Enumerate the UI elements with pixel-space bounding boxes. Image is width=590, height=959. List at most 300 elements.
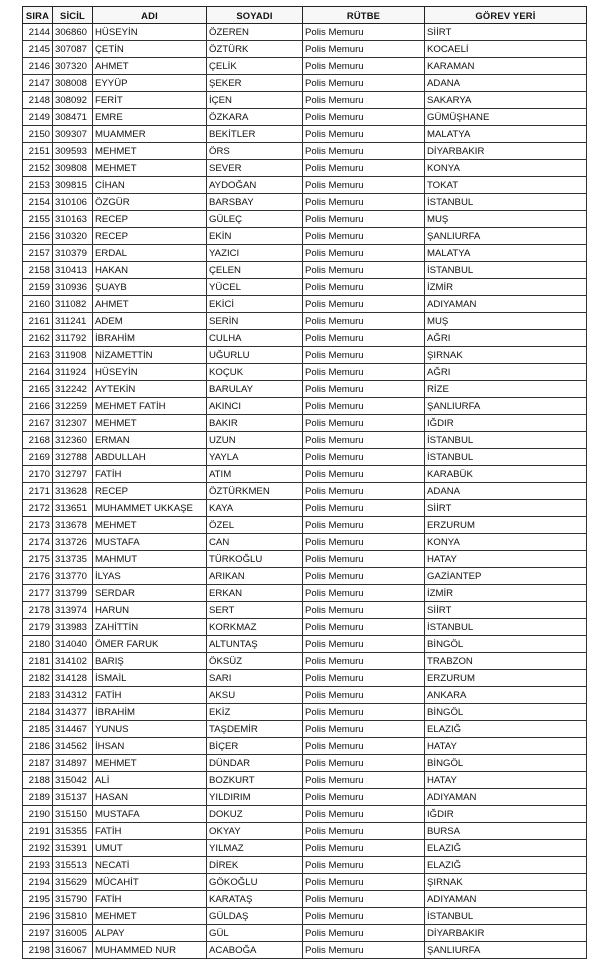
cell-rutbe: Polis Memuru <box>303 262 425 279</box>
cell-sicil: 314102 <box>53 653 93 670</box>
cell-sira: 2192 <box>23 840 53 857</box>
cell-sira: 2183 <box>23 687 53 704</box>
cell-sicil: 313983 <box>53 619 93 636</box>
cell-sira: 2187 <box>23 755 53 772</box>
table-row <box>23 925 587 942</box>
cell-soyadi: ÇELİK <box>207 58 303 75</box>
cell-gorev-yeri: BİNGÖL <box>425 704 587 721</box>
column-header-adi: ADI <box>93 7 207 24</box>
cell-rutbe: Polis Memuru <box>303 398 425 415</box>
cell-gorev-yeri: BİNGÖL <box>425 636 587 653</box>
cell-gorev-yeri: HATAY <box>425 772 587 789</box>
cell-rutbe: Polis Memuru <box>303 602 425 619</box>
cell-adi: ERMAN <box>93 432 207 449</box>
cell-adi: İSMAİL <box>93 670 207 687</box>
cell-soyadi: ERKAN <box>207 585 303 602</box>
cell-rutbe: Polis Memuru <box>303 364 425 381</box>
header-row <box>23 7 587 24</box>
table-row <box>23 755 587 772</box>
cell-adi: MAHMUT <box>93 551 207 568</box>
cell-gorev-yeri: İZMİR <box>425 585 587 602</box>
cell-sicil: 310379 <box>53 245 93 262</box>
cell-sira: 2148 <box>23 92 53 109</box>
cell-soyadi: UĞURLU <box>207 347 303 364</box>
cell-rutbe: Polis Memuru <box>303 585 425 602</box>
cell-soyadi: CAN <box>207 534 303 551</box>
cell-sicil: 313735 <box>53 551 93 568</box>
cell-gorev-yeri: ŞANLIURFA <box>425 398 587 415</box>
cell-soyadi: KORKMAZ <box>207 619 303 636</box>
cell-sicil: 309808 <box>53 160 93 177</box>
cell-adi: RECEP <box>93 211 207 228</box>
cell-gorev-yeri: ERZURUM <box>425 670 587 687</box>
table-row <box>23 653 587 670</box>
cell-sira: 2170 <box>23 466 53 483</box>
cell-soyadi: EKİN <box>207 228 303 245</box>
cell-gorev-yeri: KARABÜK <box>425 466 587 483</box>
cell-sicil: 312797 <box>53 466 93 483</box>
cell-sicil: 308092 <box>53 92 93 109</box>
table-body <box>23 24 587 959</box>
cell-rutbe: Polis Memuru <box>303 211 425 228</box>
cell-soyadi: AKINCI <box>207 398 303 415</box>
cell-soyadi: GÖKOĞLU <box>207 874 303 891</box>
table-row <box>23 41 587 58</box>
cell-sicil: 311792 <box>53 330 93 347</box>
cell-gorev-yeri: ŞANLIURFA <box>425 228 587 245</box>
cell-soyadi: KOÇUK <box>207 364 303 381</box>
cell-sira: 2179 <box>23 619 53 636</box>
table-row <box>23 296 587 313</box>
cell-sicil: 316005 <box>53 925 93 942</box>
cell-adi: AHMET <box>93 296 207 313</box>
table-row <box>23 636 587 653</box>
cell-gorev-yeri: ELAZIĞ <box>425 857 587 874</box>
cell-sicil: 311241 <box>53 313 93 330</box>
cell-sicil: 307320 <box>53 58 93 75</box>
cell-rutbe: Polis Memuru <box>303 381 425 398</box>
cell-sicil: 315355 <box>53 823 93 840</box>
cell-gorev-yeri: MALATYA <box>425 245 587 262</box>
cell-soyadi: EKİCİ <box>207 296 303 313</box>
table-row <box>23 721 587 738</box>
cell-gorev-yeri: ADIYAMAN <box>425 789 587 806</box>
table-row <box>23 177 587 194</box>
cell-sira: 2160 <box>23 296 53 313</box>
column-header-sicil: SİCİL <box>53 7 93 24</box>
cell-soyadi: ÖZEL <box>207 517 303 534</box>
cell-gorev-yeri: İSTANBUL <box>425 619 587 636</box>
table-row <box>23 789 587 806</box>
cell-rutbe: Polis Memuru <box>303 568 425 585</box>
cell-gorev-yeri: DİYARBAKIR <box>425 143 587 160</box>
cell-adi: EYYÜP <box>93 75 207 92</box>
cell-soyadi: BARSBAY <box>207 194 303 211</box>
cell-rutbe: Polis Memuru <box>303 313 425 330</box>
cell-sira: 2182 <box>23 670 53 687</box>
cell-rutbe: Polis Memuru <box>303 551 425 568</box>
cell-soyadi: TÜRKOĞLU <box>207 551 303 568</box>
table-row <box>23 687 587 704</box>
cell-sicil: 313678 <box>53 517 93 534</box>
cell-soyadi: KAYA <box>207 500 303 517</box>
cell-gorev-yeri: AĞRI <box>425 330 587 347</box>
cell-sira: 2144 <box>23 24 53 41</box>
cell-sicil: 312360 <box>53 432 93 449</box>
cell-soyadi: GÜLEÇ <box>207 211 303 228</box>
cell-gorev-yeri: KARAMAN <box>425 58 587 75</box>
cell-rutbe: Polis Memuru <box>303 857 425 874</box>
cell-gorev-yeri: MALATYA <box>425 126 587 143</box>
table-row <box>23 262 587 279</box>
table-row <box>23 840 587 857</box>
table-row <box>23 364 587 381</box>
cell-gorev-yeri: ŞIRNAK <box>425 874 587 891</box>
column-header-sira: SIRA <box>23 7 53 24</box>
cell-sira: 2177 <box>23 585 53 602</box>
cell-adi: MEHMET <box>93 415 207 432</box>
cell-sira: 2145 <box>23 41 53 58</box>
cell-gorev-yeri: ADANA <box>425 483 587 500</box>
cell-sicil: 311082 <box>53 296 93 313</box>
cell-rutbe: Polis Memuru <box>303 738 425 755</box>
cell-gorev-yeri: ADIYAMAN <box>425 296 587 313</box>
cell-soyadi: DİREK <box>207 857 303 874</box>
cell-sira: 2151 <box>23 143 53 160</box>
cell-rutbe: Polis Memuru <box>303 840 425 857</box>
cell-soyadi: YÜCEL <box>207 279 303 296</box>
cell-sira: 2155 <box>23 211 53 228</box>
cell-rutbe: Polis Memuru <box>303 891 425 908</box>
table-row <box>23 347 587 364</box>
cell-rutbe: Polis Memuru <box>303 466 425 483</box>
cell-rutbe: Polis Memuru <box>303 160 425 177</box>
cell-sicil: 314040 <box>53 636 93 653</box>
cell-sira: 2163 <box>23 347 53 364</box>
cell-rutbe: Polis Memuru <box>303 126 425 143</box>
cell-gorev-yeri: MUŞ <box>425 313 587 330</box>
cell-sira: 2150 <box>23 126 53 143</box>
cell-sira: 2164 <box>23 364 53 381</box>
table-row <box>23 534 587 551</box>
table-row <box>23 194 587 211</box>
cell-rutbe: Polis Memuru <box>303 41 425 58</box>
cell-sicil: 306860 <box>53 24 93 41</box>
cell-soyadi: ATIM <box>207 466 303 483</box>
table-row <box>23 704 587 721</box>
cell-sicil: 308008 <box>53 75 93 92</box>
cell-sicil: 309815 <box>53 177 93 194</box>
cell-adi: MEHMET <box>93 143 207 160</box>
cell-adi: FERİT <box>93 92 207 109</box>
cell-adi: İHSAN <box>93 738 207 755</box>
cell-rutbe: Polis Memuru <box>303 347 425 364</box>
cell-gorev-yeri: KONYA <box>425 534 587 551</box>
table-row <box>23 398 587 415</box>
cell-sicil: 309593 <box>53 143 93 160</box>
cell-sira: 2175 <box>23 551 53 568</box>
cell-sicil: 310413 <box>53 262 93 279</box>
cell-rutbe: Polis Memuru <box>303 874 425 891</box>
table-row <box>23 432 587 449</box>
cell-soyadi: TAŞDEMİR <box>207 721 303 738</box>
cell-soyadi: SARI <box>207 670 303 687</box>
cell-adi: MUSTAFA <box>93 534 207 551</box>
cell-soyadi: KARATAŞ <box>207 891 303 908</box>
cell-soyadi: ALTUNTAŞ <box>207 636 303 653</box>
cell-adi: ÖMER FARUK <box>93 636 207 653</box>
table-row <box>23 874 587 891</box>
cell-adi: MEHMET <box>93 160 207 177</box>
table-row <box>23 211 587 228</box>
cell-soyadi: YAZICI <box>207 245 303 262</box>
personnel-table <box>22 6 587 959</box>
cell-sira: 2158 <box>23 262 53 279</box>
cell-adi: AYTEKİN <box>93 381 207 398</box>
cell-sira: 2176 <box>23 568 53 585</box>
cell-sira: 2169 <box>23 449 53 466</box>
cell-adi: FATİH <box>93 823 207 840</box>
cell-sicil: 315790 <box>53 891 93 908</box>
table-row <box>23 891 587 908</box>
cell-rutbe: Polis Memuru <box>303 772 425 789</box>
table-row <box>23 738 587 755</box>
column-header-soyadi: SOYADI <box>207 7 303 24</box>
cell-sicil: 310320 <box>53 228 93 245</box>
cell-rutbe: Polis Memuru <box>303 143 425 160</box>
cell-gorev-yeri: İZMİR <box>425 279 587 296</box>
table-row <box>23 517 587 534</box>
cell-rutbe: Polis Memuru <box>303 24 425 41</box>
cell-adi: ZAHİTTİN <box>93 619 207 636</box>
cell-sicil: 316067 <box>53 942 93 959</box>
cell-sicil: 315042 <box>53 772 93 789</box>
cell-adi: NİZAMETTİN <box>93 347 207 364</box>
cell-sira: 2162 <box>23 330 53 347</box>
cell-sicil: 315513 <box>53 857 93 874</box>
cell-adi: HARUN <box>93 602 207 619</box>
cell-rutbe: Polis Memuru <box>303 279 425 296</box>
cell-gorev-yeri: ELAZIĞ <box>425 721 587 738</box>
cell-gorev-yeri: İSTANBUL <box>425 432 587 449</box>
cell-soyadi: BİÇER <box>207 738 303 755</box>
cell-adi: ERDAL <box>93 245 207 262</box>
cell-rutbe: Polis Memuru <box>303 58 425 75</box>
table-row <box>23 806 587 823</box>
cell-sicil: 314312 <box>53 687 93 704</box>
cell-sicil: 313770 <box>53 568 93 585</box>
cell-soyadi: ÇELEN <box>207 262 303 279</box>
table-row <box>23 823 587 840</box>
cell-sicil: 310936 <box>53 279 93 296</box>
cell-sira: 2147 <box>23 75 53 92</box>
cell-rutbe: Polis Memuru <box>303 109 425 126</box>
cell-rutbe: Polis Memuru <box>303 449 425 466</box>
cell-gorev-yeri: IĞDIR <box>425 415 587 432</box>
table-row <box>23 313 587 330</box>
cell-sira: 2185 <box>23 721 53 738</box>
table-row <box>23 551 587 568</box>
cell-rutbe: Polis Memuru <box>303 75 425 92</box>
cell-sira: 2166 <box>23 398 53 415</box>
cell-sicil: 310106 <box>53 194 93 211</box>
cell-sira: 2149 <box>23 109 53 126</box>
cell-sicil: 313799 <box>53 585 93 602</box>
table-row <box>23 449 587 466</box>
cell-sira: 2156 <box>23 228 53 245</box>
cell-sicil: 315150 <box>53 806 93 823</box>
cell-sira: 2197 <box>23 925 53 942</box>
cell-gorev-yeri: BURSA <box>425 823 587 840</box>
cell-rutbe: Polis Memuru <box>303 483 425 500</box>
cell-adi: FATİH <box>93 687 207 704</box>
table-row <box>23 58 587 75</box>
cell-soyadi: ACABOĞA <box>207 942 303 959</box>
cell-gorev-yeri: SAKARYA <box>425 92 587 109</box>
cell-soyadi: ÖZTÜRK <box>207 41 303 58</box>
cell-rutbe: Polis Memuru <box>303 670 425 687</box>
cell-gorev-yeri: AĞRI <box>425 364 587 381</box>
cell-gorev-yeri: ADANA <box>425 75 587 92</box>
cell-sicil: 315391 <box>53 840 93 857</box>
cell-sira: 2171 <box>23 483 53 500</box>
cell-soyadi: ÖZKARA <box>207 109 303 126</box>
cell-rutbe: Polis Memuru <box>303 908 425 925</box>
cell-sira: 2172 <box>23 500 53 517</box>
table-row <box>23 415 587 432</box>
cell-adi: İLYAS <box>93 568 207 585</box>
table-row <box>23 585 587 602</box>
cell-gorev-yeri: SİİRT <box>425 602 587 619</box>
cell-sira: 2173 <box>23 517 53 534</box>
cell-adi: SERDAR <box>93 585 207 602</box>
cell-gorev-yeri: ŞIRNAK <box>425 347 587 364</box>
cell-soyadi: YILMAZ <box>207 840 303 857</box>
cell-rutbe: Polis Memuru <box>303 432 425 449</box>
cell-soyadi: OKYAY <box>207 823 303 840</box>
cell-rutbe: Polis Memuru <box>303 687 425 704</box>
cell-sira: 2198 <box>23 942 53 959</box>
table-row <box>23 381 587 398</box>
cell-gorev-yeri: ŞANLIURFA <box>425 942 587 959</box>
cell-soyadi: SEVER <box>207 160 303 177</box>
column-header-gorev-yeri: GÖREV YERİ <box>425 7 587 24</box>
cell-rutbe: Polis Memuru <box>303 415 425 432</box>
cell-adi: ALİ <box>93 772 207 789</box>
cell-sicil: 312259 <box>53 398 93 415</box>
cell-gorev-yeri: BİNGÖL <box>425 755 587 772</box>
cell-sicil: 312242 <box>53 381 93 398</box>
cell-sira: 2157 <box>23 245 53 262</box>
cell-rutbe: Polis Memuru <box>303 704 425 721</box>
cell-gorev-yeri: MUŞ <box>425 211 587 228</box>
cell-rutbe: Polis Memuru <box>303 245 425 262</box>
cell-gorev-yeri: İSTANBUL <box>425 449 587 466</box>
cell-gorev-yeri: İSTANBUL <box>425 908 587 925</box>
cell-sicil: 312307 <box>53 415 93 432</box>
cell-rutbe: Polis Memuru <box>303 755 425 772</box>
cell-rutbe: Polis Memuru <box>303 925 425 942</box>
cell-gorev-yeri: RİZE <box>425 381 587 398</box>
cell-adi: EMRE <box>93 109 207 126</box>
cell-soyadi: YAYLA <box>207 449 303 466</box>
table-row <box>23 670 587 687</box>
cell-rutbe: Polis Memuru <box>303 177 425 194</box>
cell-adi: RECEP <box>93 228 207 245</box>
cell-rutbe: Polis Memuru <box>303 228 425 245</box>
cell-adi: MUAMMER <box>93 126 207 143</box>
table-row <box>23 619 587 636</box>
table-row <box>23 160 587 177</box>
cell-sira: 2153 <box>23 177 53 194</box>
cell-soyadi: EKİZ <box>207 704 303 721</box>
cell-rutbe: Polis Memuru <box>303 636 425 653</box>
cell-sira: 2180 <box>23 636 53 653</box>
cell-rutbe: Polis Memuru <box>303 721 425 738</box>
column-header-rutbe: RÜTBE <box>303 7 425 24</box>
cell-sicil: 313726 <box>53 534 93 551</box>
cell-sicil: 310163 <box>53 211 93 228</box>
cell-adi: ÖZGÜR <box>93 194 207 211</box>
table-row <box>23 92 587 109</box>
cell-sira: 2181 <box>23 653 53 670</box>
table-row <box>23 908 587 925</box>
cell-sira: 2189 <box>23 789 53 806</box>
cell-soyadi: SERİN <box>207 313 303 330</box>
cell-sira: 2194 <box>23 874 53 891</box>
cell-sicil: 314128 <box>53 670 93 687</box>
cell-rutbe: Polis Memuru <box>303 534 425 551</box>
table-row <box>23 330 587 347</box>
table-row <box>23 228 587 245</box>
cell-soyadi: UZUN <box>207 432 303 449</box>
cell-adi: NECATİ <box>93 857 207 874</box>
cell-soyadi: ARIKAN <box>207 568 303 585</box>
cell-sicil: 313974 <box>53 602 93 619</box>
cell-soyadi: CULHA <box>207 330 303 347</box>
cell-rutbe: Polis Memuru <box>303 500 425 517</box>
cell-sicil: 312788 <box>53 449 93 466</box>
cell-adi: FATİH <box>93 466 207 483</box>
cell-gorev-yeri: IĞDIR <box>425 806 587 823</box>
table-row <box>23 75 587 92</box>
cell-soyadi: YILDIRIM <box>207 789 303 806</box>
cell-adi: HÜSEYİN <box>93 24 207 41</box>
cell-sicil: 315810 <box>53 908 93 925</box>
cell-adi: MÜCAHİT <box>93 874 207 891</box>
cell-soyadi: BAKIR <box>207 415 303 432</box>
table-row <box>23 143 587 160</box>
cell-adi: MEHMET <box>93 908 207 925</box>
cell-sira: 2190 <box>23 806 53 823</box>
cell-soyadi: ÖZTÜRKMEN <box>207 483 303 500</box>
cell-rutbe: Polis Memuru <box>303 92 425 109</box>
cell-gorev-yeri: DİYARBAKIR <box>425 925 587 942</box>
cell-gorev-yeri: ADIYAMAN <box>425 891 587 908</box>
cell-sira: 2146 <box>23 58 53 75</box>
cell-rutbe: Polis Memuru <box>303 194 425 211</box>
table-row <box>23 772 587 789</box>
cell-soyadi: İÇEN <box>207 92 303 109</box>
cell-soyadi: BEKİTLER <box>207 126 303 143</box>
cell-sicil: 314377 <box>53 704 93 721</box>
cell-soyadi: BOZKURT <box>207 772 303 789</box>
cell-adi: İBRAHİM <box>93 330 207 347</box>
table-header <box>23 7 587 24</box>
cell-adi: HAKAN <box>93 262 207 279</box>
cell-gorev-yeri: SİİRT <box>425 500 587 517</box>
cell-adi: MEHMET FATİH <box>93 398 207 415</box>
